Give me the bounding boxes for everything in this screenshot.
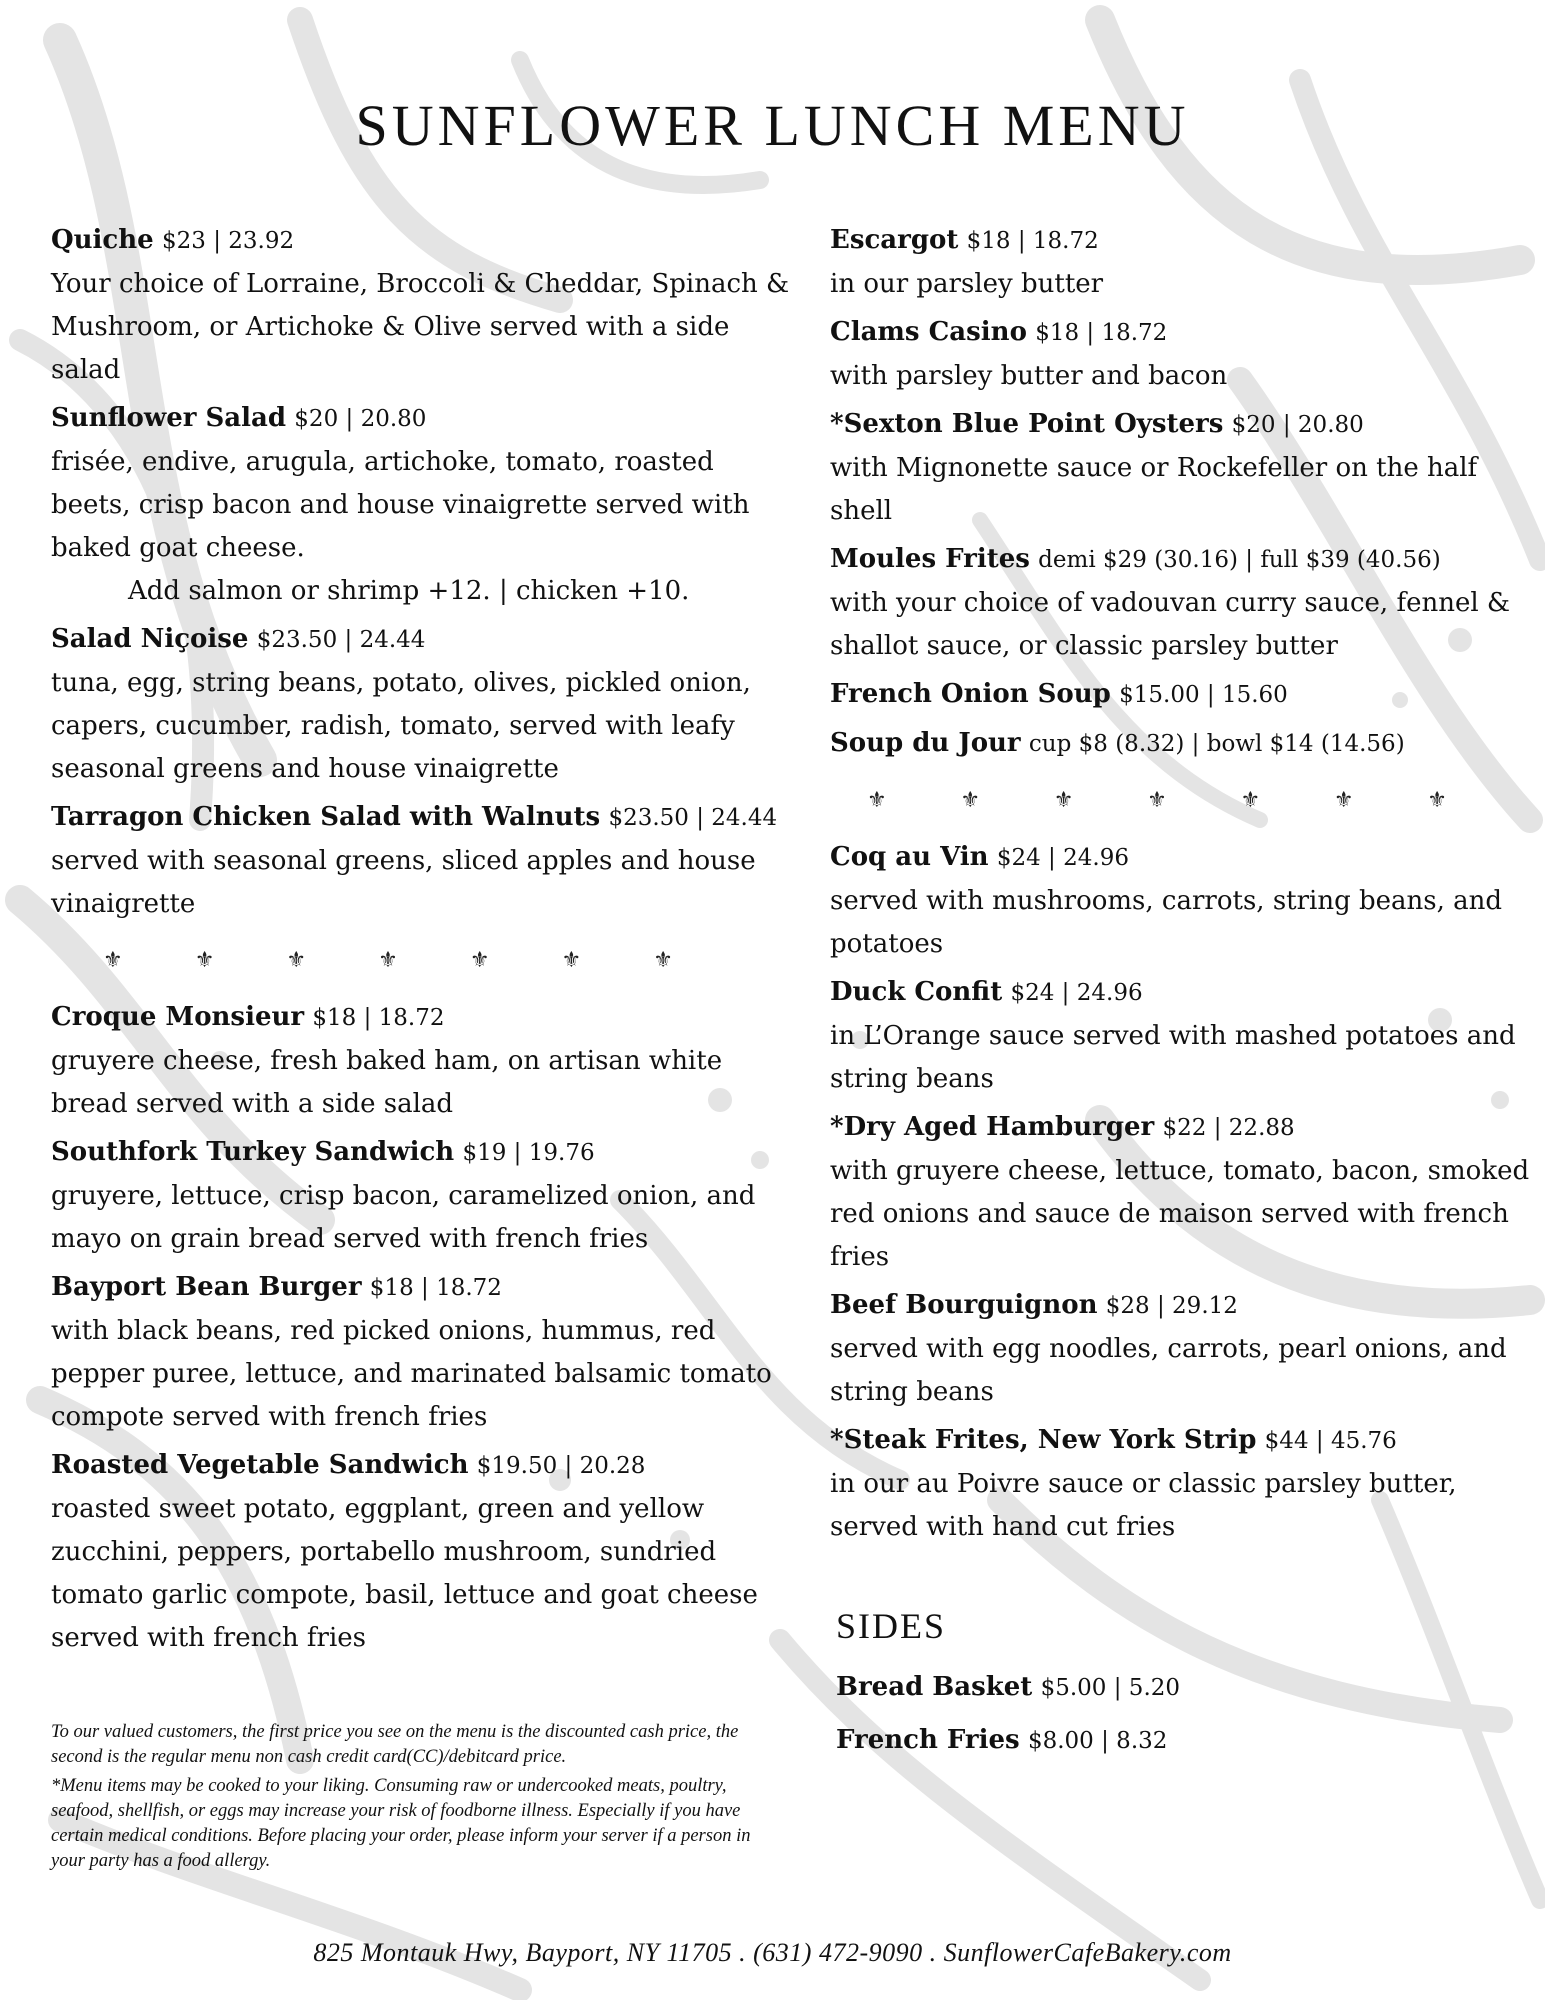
item-name: Soup du Jour [830,728,1021,758]
menu-item [51,1443,791,1660]
item-name: Duck Confit [830,977,1003,1007]
item-price: $5.00 | 5.20 [1040,1675,1181,1701]
item-name: Beef Bourguignon [830,1290,1098,1320]
fleur-de-lis-divider [867,788,1447,813]
menu-title: SUNFLOWER LUNCH MENU [355,93,1190,158]
item-description: with parsley butter and bacon [830,361,1228,391]
item-description: with gruyere cheese, lettuce, tomato, bacon, smoked red onions and sauce de maison served with french fries [830,1156,1530,1272]
menu-item [830,218,1530,306]
item-name: *Sexton Blue Point Oysters [830,409,1224,439]
item-description: frisée, endive, arugula, artichoke, tomato, roasted beets, crisp bacon and house vinaigrette served with baked goat cheese. [51,447,750,563]
item-price: $18 | 18.72 [369,1275,502,1301]
sides-heading: SIDES [836,1606,947,1646]
item-name: *Dry Aged Hamburger [830,1112,1155,1142]
item-description: in our au Poivre sauce or classic parsley butter, served with hand cut fries [830,1469,1457,1542]
item-price: $18 | 18.72 [1035,320,1168,346]
item-description: roasted sweet potato, eggplant, green and yellow zucchini, peppers, portabello mushroom, sundried tomato garlic compote, basil, lettuce and goat cheese served with french fries [51,1494,758,1653]
item-price: $23.50 | 24.44 [256,627,426,653]
menu-item [830,402,1530,533]
fleur-de-lis-icon: ⚜ [653,948,673,973]
menu-item [830,835,1530,966]
item-name: Southfork Turkey Sandwich [51,1137,455,1167]
item-name: Roasted Vegetable Sandwich [51,1450,469,1480]
item-name: *Steak Frites, New York Strip [830,1425,1257,1455]
item-name: Croque Monsieur [51,1002,305,1032]
item-description: gruyere, lettuce, crisp bacon, caramelized onion, and mayo on grain bread served with french fries [51,1181,756,1254]
fleur-de-lis-icon: ⚜ [960,788,981,813]
item-price: $44 | 45.76 [1264,1428,1397,1454]
fleur-de-lis-icon: ⚜ [1053,788,1074,813]
right-column [830,218,1530,1767]
item-name: French Onion Soup [830,679,1111,709]
fleur-de-lis-icon: ⚜ [561,948,582,973]
menu-item [830,310,1530,398]
pricing-note: To our valued customers, the first price you see on the menu is the discounted cash price, the second is the regular menu non cash credit card(CC)/debitcard price. [51,1722,739,1767]
fleur-de-lis-icon: ⚜ [103,948,123,973]
item-name: Sunflower Salad [51,403,287,433]
item-description: with black beans, red picked onions, hummus, red pepper puree, lettuce, and marinated balsamic tomato compote served with french fries [51,1316,772,1432]
item-description: with Mignonette sauce or Rockefeller on the half shell [830,453,1478,526]
menu-item [830,672,1530,717]
menu-notes [51,1720,771,1878]
item-name: Coq au Vin [830,842,989,872]
menu-item [830,970,1530,1101]
item-price: $24 | 24.96 [996,845,1129,871]
item-price: $23 | 23.92 [161,228,295,254]
menu-item [51,1130,791,1261]
item-price: demi $29 (30.16) | full $39 (40.56) [1038,547,1441,573]
sides-section [830,1605,1530,1767]
item-description: served with seasonal greens, sliced apples and house vinaigrette [51,846,756,919]
item-name: Bread Basket [836,1672,1033,1702]
item-name: Escargot [830,225,959,255]
fleur-de-lis-icon: ⚜ [1240,788,1261,813]
item-addon: Add salmon or shrimp +12. | chicken +10. [128,576,690,606]
menu-item [51,218,791,392]
menu-item [51,617,791,791]
menu-item [51,1265,791,1439]
fleur-de-lis-icon: ⚜ [469,948,490,973]
item-price: $18 | 18.72 [312,1005,445,1031]
item-price: $23.50 | 24.44 [608,805,778,831]
item-description: tuna, egg, string beans, potato, olives, pickled onion, capers, cucumber, radish, tomato, served with leafy seasonal greens and house vinaigrette [51,668,751,784]
fleur-de-lis-icon: ⚜ [1147,788,1167,813]
item-price: $28 | 29.12 [1105,1293,1238,1319]
item-price: $20 | 20.80 [1231,412,1364,438]
menu-item [830,537,1530,668]
item-name: Bayport Bean Burger [51,1272,362,1302]
item-description: served with mushrooms, carrots, string beans, and potatoes [830,886,1503,959]
item-price: $15.00 | 15.60 [1119,682,1288,708]
menu-item [51,995,791,1126]
allergy-note: *Menu items may be cooked to your liking. Consuming raw or undercooked meats, poultry, seafood, shellfish, or eggs may increase your risk of foodborne illness. Especially if you have certain medical conditions. Before placing your order, please inform your server if a person in your party has a food allergy. [51,1776,751,1871]
fleur-de-lis-icon: ⚜ [194,948,215,973]
item-name: Clams Casino [830,317,1027,347]
item-name: Tarragon Chicken Salad with Walnuts [51,802,601,832]
footer-contact: 825 Montauk Hwy, Bayport, NY 11705 . (631) 472-9090 . SunflowerCafeBakery.com [313,1938,1232,1967]
item-price: $20 | 20.80 [294,406,427,432]
item-price: $24 | 24.96 [1010,980,1143,1006]
fleur-de-lis-icon: ⚜ [1333,788,1354,813]
item-description: with your choice of vadouvan curry sauce, fennel & shallot sauce, or classic parsley butter [830,588,1511,661]
item-price: $22 | 22.88 [1162,1115,1295,1141]
item-name: Quiche [51,225,154,255]
fleur-de-lis-divider [103,948,673,973]
item-price: $8.00 | 8.32 [1027,1728,1168,1754]
side-item [836,1714,1530,1767]
item-price: cup $8 (8.32) | bowl $14 (14.56) [1028,731,1405,757]
item-name: French Fries [836,1725,1020,1755]
item-description: gruyere cheese, fresh baked ham, on artisan white bread served with a side salad [51,1046,723,1119]
menu-item [51,795,791,926]
side-item [836,1661,1530,1714]
menu-item [830,1418,1530,1549]
item-name: Moules Frites [830,544,1030,574]
item-description: served with egg noodles, carrots, pearl onions, and string beans [830,1334,1507,1407]
item-description: in L’Orange sauce served with mashed potatoes and string beans [830,1021,1516,1094]
item-price: $19 | 19.76 [462,1140,595,1166]
item-description: in our parsley butter [830,269,1104,299]
menu-item [830,1105,1530,1279]
fleur-de-lis-icon: ⚜ [867,788,887,813]
item-description: Your choice of Lorraine, Broccoli & Cheddar, Spinach & Mushroom, or Artichoke & Olive served with a side salad [51,269,790,385]
fleur-de-lis-icon: ⚜ [1427,788,1447,813]
item-price: $18 | 18.72 [966,228,1099,254]
fleur-de-lis-icon: ⚜ [286,948,307,973]
item-name: Salad Niçoise [51,624,249,654]
left-column [51,218,791,1664]
item-price: $19.50 | 20.28 [476,1453,646,1479]
menu-item [830,721,1530,766]
menu-item [830,1283,1530,1414]
menu-item [51,396,791,613]
fleur-de-lis-icon: ⚜ [378,948,398,973]
